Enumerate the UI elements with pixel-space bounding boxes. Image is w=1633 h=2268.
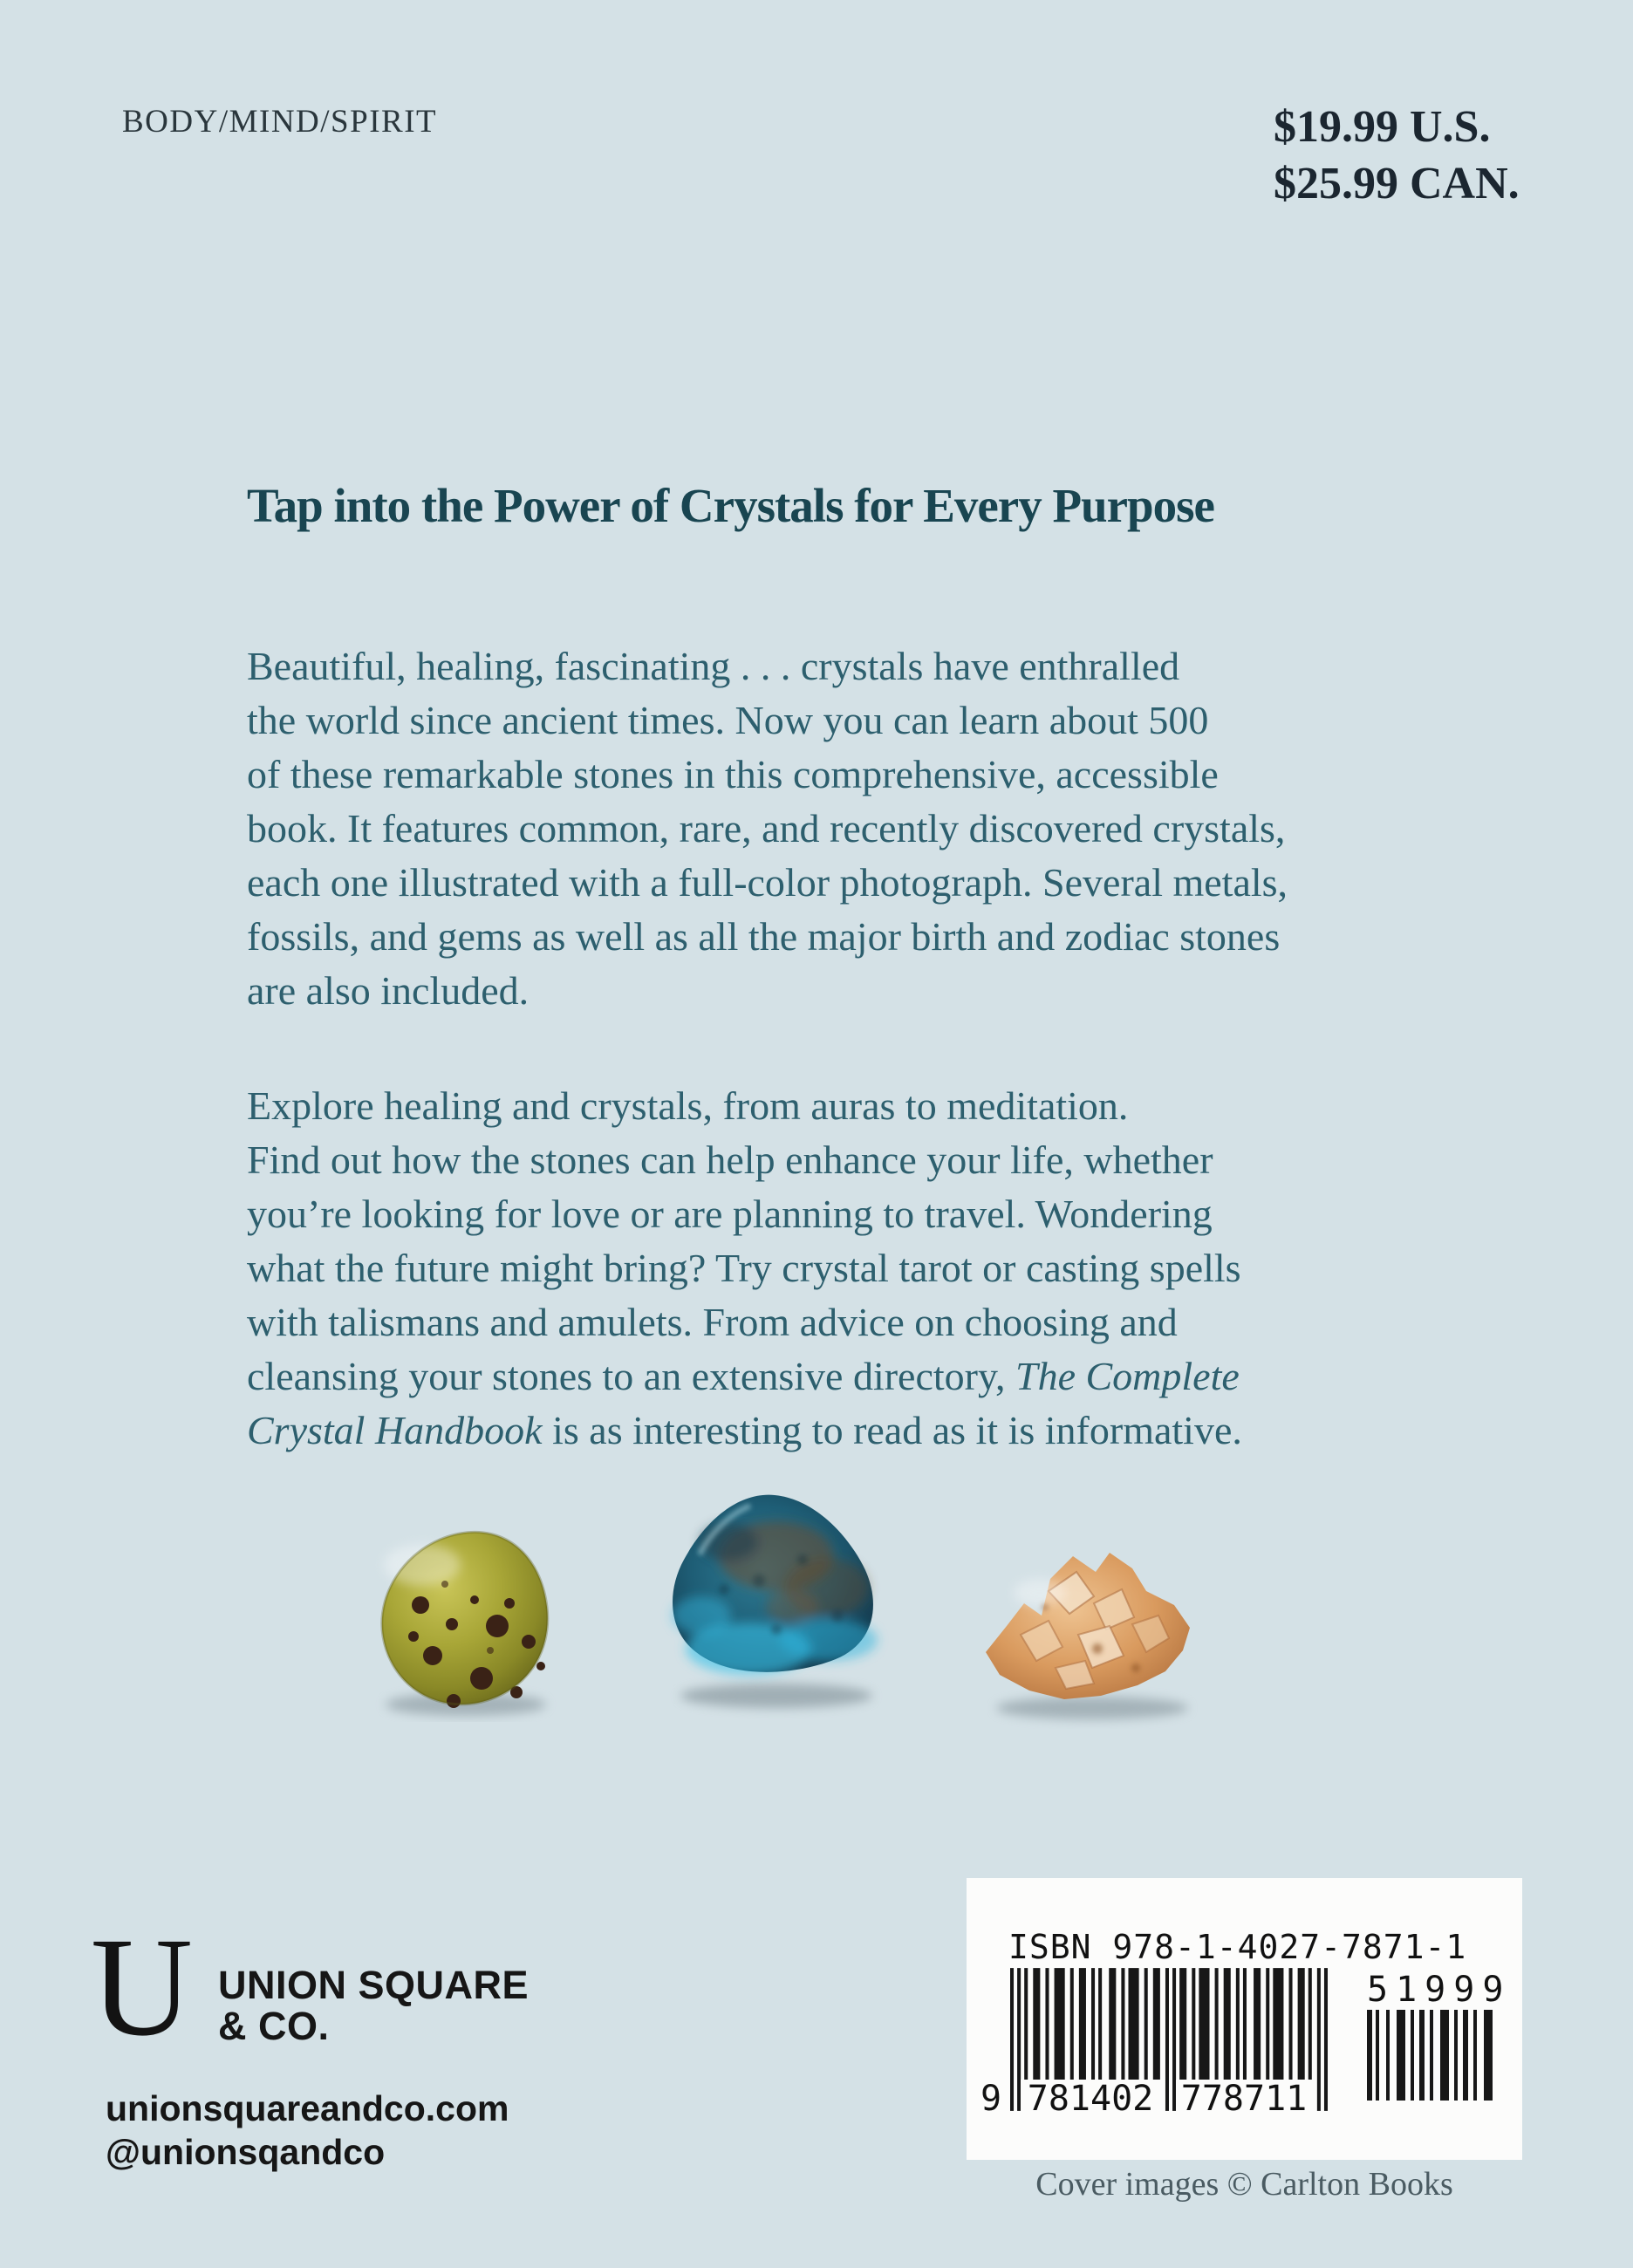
blue-chrysocolla-stone-photo [646,1476,907,1720]
category-label: BODY/MIND/SPIRIT [122,104,438,140]
paragraph-2-line: Find out how the stones can help enhance your life, whether [247,1137,1213,1182]
paragraph-2-line [247,1404,1242,1458]
price-code-digits: 51999 [1367,1970,1512,2010]
paragraph-1-line: of these remarkable stones in this comprehensive, accessible [247,752,1219,796]
green-spotted-stone-photo [368,1520,567,1722]
supplement-barcode [1367,2010,1496,2101]
paragraph-2-line: you’re looking for love or are planning to travel. Wondering [247,1192,1213,1236]
paragraph-2-line: with talismans and amulets. From advice on choosing and [247,1300,1178,1344]
ean-group-2: 778711 [1176,2080,1312,2118]
ean-left-digit: 9 [980,2079,1002,2119]
headline: Tap into the Power of Crystals for Every Purpose [247,479,1214,532]
price-can: $25.99 CAN. [1274,159,1520,208]
ean-digits [980,2080,1312,2118]
publisher-name-line2: & CO. [218,2004,330,2048]
union-square-logo-u-icon: U [91,1909,193,2066]
publisher-links [106,2087,509,2174]
ean-group-1: 781402 [1021,2080,1160,2118]
isbn-label: ISBN 978-1-4027-7871-1 [1008,1928,1467,1966]
paragraph-1-line: book. It features common, rare, and recently discovered crystals, [247,806,1286,850]
paragraph-1-line: Beautiful, healing, fascinating . . . crystals have enthralled [247,644,1180,688]
publisher-social-handle: @unionsqandco [106,2132,386,2172]
paragraph-1-line: are also included. [247,968,530,1013]
book-title-italic: The Complete [1015,1354,1240,1398]
price-us: $19.99 U.S. [1274,102,1491,152]
publisher-name-line1: UNION SQUARE [218,1963,530,2007]
publisher-website: unionsquareandco.com [106,2088,509,2128]
paragraph-1-line: fossils, and gems as well as all the major birth and zodiac stones [247,914,1281,959]
book-title-italic: Crystal Handbook [247,1408,543,1452]
orange-crystal-cluster-photo [961,1520,1214,1729]
paragraph-1 [247,639,1288,1018]
paragraph-2-line: what the future might bring? Try crystal tarot or casting spells [247,1246,1241,1290]
paragraph-1-line: each one illustrated with a full-color photograph. Several metals, [247,860,1288,905]
paragraph-2-line: Explore healing and crystals, from auras to meditation. [247,1083,1129,1128]
paragraph-2 [247,1079,1242,1458]
publisher-wordmark [218,1964,529,2046]
cover-credit: Cover images © Carlton Books [1035,2166,1453,2203]
paragraph-1-line: the world since ancient times. Now you can learn about 500 [247,698,1209,742]
paragraph-2-line [247,1349,1242,1404]
paragraph-2-text: is as interesting to read as it is informative. [542,1408,1242,1452]
paragraph-2-text: cleansing your stones to an extensive directory, [247,1354,1015,1398]
price-block [1274,99,1520,212]
